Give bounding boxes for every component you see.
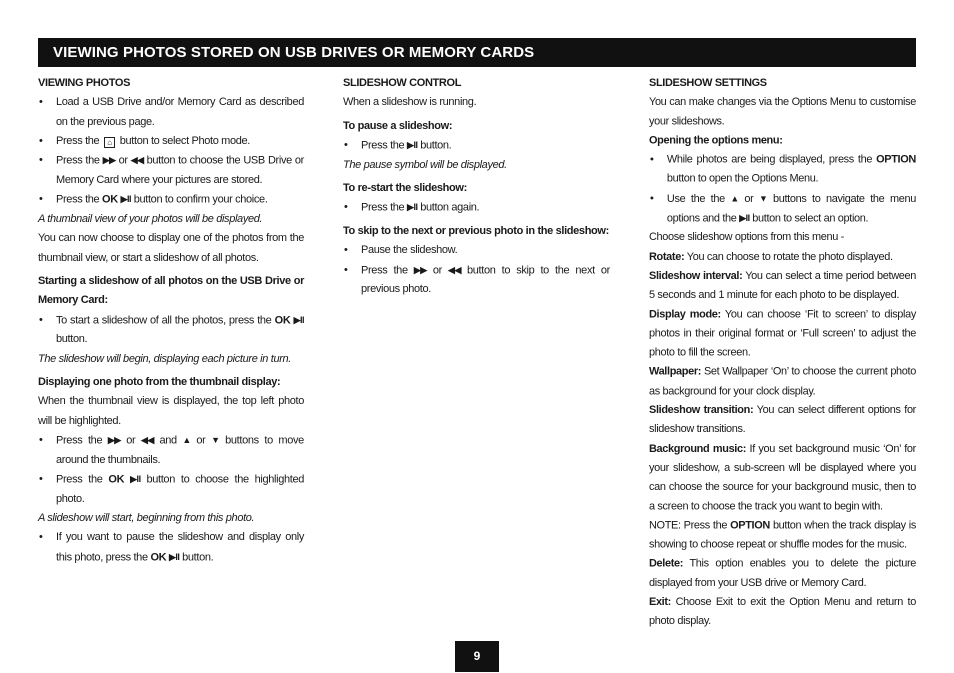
page-title: VIEWING PHOTOS STORED ON USB DRIVES OR MEMORY CARDS [38, 38, 916, 67]
fast-forward-icon: ▶▶ [413, 264, 427, 275]
list-item: • Press the ▶▶ or ◀◀ button to choose the USB Drive or Memory Card where your pictures are stored. [38, 151, 304, 190]
list-item: • Press the OK ▶II button to confirm your choice. [38, 190, 304, 210]
list-item: • Pause the slideshow. [343, 241, 610, 260]
subheading-skip: To skip to the next or previous photo in the slideshow: [343, 225, 609, 238]
list-item: • To start a slideshow of all the photos, press the OK ▶II button. [38, 311, 304, 350]
option-background-music: Background music: If you set background music ‘On’ for your slideshow, a sub-screen wll be displayed where you can choose the source for your background music, then to a screen to choose the track you want to begin with. [649, 442, 916, 513]
rewind-icon: ◀◀ [448, 264, 461, 275]
option-slideshow-transition: Slideshow transition: You can select different options for slideshow transitions. [649, 404, 916, 436]
note-option-button: NOTE: Press the OPTION button when the track display is showing to choose repeat or shuffle modes for the music. [649, 519, 916, 551]
play-pause-icon: ▶II [168, 551, 180, 562]
down-arrow-icon: ▼ [211, 434, 220, 445]
option-wallpaper: Wallpaper: Set Wallpaper ‘On’ to choose the current photo as background for your clock display. [649, 365, 916, 398]
option-delete: Delete: This option enables you to delete the picture displayed from your USB drive or Memory Card. [649, 557, 916, 589]
subheading-pause: To pause a slideshow: [343, 119, 453, 132]
subheading-options-menu: Opening the options menu: [649, 134, 783, 147]
fast-forward-icon: ▶▶ [102, 155, 116, 166]
paragraph: You can make changes via the Options Menu to customise your slideshows. [649, 96, 916, 128]
paragraph: When a slideshow is running. [343, 96, 477, 109]
list-item: • Load a USB Drive and/or Memory Card as described on the previous page. [38, 93, 304, 132]
up-arrow-icon: ▲ [730, 193, 739, 204]
option-slideshow-interval: Slideshow interval: You can select a time period between 5 seconds and 1 minute for each photo to be displayed. [649, 269, 916, 302]
list-item: • While photos are being displayed, press the OPTION button to open the Options Menu. [649, 151, 916, 189]
list-item: • Press the ▶II button. [343, 136, 610, 156]
section-heading-slideshow-control: SLIDESHOW CONTROL [343, 77, 462, 89]
column-slideshow-control [343, 74, 610, 300]
photo-mode-icon: ⌂ [104, 137, 115, 148]
fast-forward-icon: ▶▶ [107, 434, 121, 445]
note-slideshow-start: A slideshow will start, beginning from this photo. [38, 512, 255, 525]
paragraph: When the thumbnail view is displayed, the top left photo will be highlighted. [38, 395, 304, 427]
column-slideshow-settings [649, 74, 916, 632]
up-arrow-icon: ▲ [182, 434, 191, 445]
list-item: • Press the ⌂ button to select Photo mode. [38, 132, 304, 151]
play-pause-icon: ▶II [130, 473, 141, 484]
list-item: • Press the OK ▶II button to choose the highlighted photo. [38, 470, 304, 509]
option-rotate: Rotate: You can choose to rotate the photo displayed. [649, 250, 893, 263]
list-item: • Press the ▶▶ or ◀◀ button to skip to the next or previous photo. [343, 261, 610, 300]
paragraph: Choose slideshow options from this menu - [649, 231, 844, 244]
section-heading-slideshow-settings: SLIDESHOW SETTINGS [649, 76, 767, 89]
subheading-restart: To re-start the slideshow: [343, 181, 467, 194]
rewind-icon: ◀◀ [130, 155, 144, 166]
page-number: 9 [455, 641, 499, 672]
rewind-icon: ◀◀ [140, 434, 154, 445]
note-thumbnail: A thumbnail view of your photos will be displayed. [38, 213, 263, 226]
play-pause-icon: ▶II [120, 194, 132, 205]
play-pause-icon: ▶II [293, 314, 305, 325]
viewing-steps-list [38, 93, 304, 210]
list-item: • Use the the ▲ or ▼ buttons to navigate the menu options and the ▶II button to select an option. [649, 189, 916, 228]
subheading-display-one-photo: Displaying one photo from the thumbnail display: [38, 375, 281, 388]
section-heading-viewing-photos: VIEWING PHOTOS [38, 77, 131, 89]
list-item: • Press the ▶▶ or ◀◀ and ▲ or ▼ buttons to move around the thumbnails. [38, 431, 304, 470]
paragraph: You can now choose to display one of the photos from the thumbnail view, or start a slideshow of all photos. [38, 232, 304, 264]
note-slideshow-begin: The slideshow will begin, displaying each picture in turn. [38, 352, 292, 365]
play-pause-icon: ▶II [407, 202, 418, 213]
option-display-mode: Display mode: You can choose ‘Fit to screen’ to display photos in their original format or ‘Full screen’ to adjust the photo to fill the screen. [649, 308, 917, 359]
list-item: • Press the ▶II button again. [343, 198, 610, 218]
column-viewing-photos [38, 74, 304, 567]
option-exit: Exit: Choose Exit to exit the Option Menu and return to photo display. [649, 596, 916, 628]
play-pause-icon: ▶II [407, 139, 418, 150]
play-pause-icon: ▶II [739, 212, 750, 223]
note-pause-symbol: The pause symbol will be displayed. [343, 158, 507, 171]
subheading-start-slideshow: Starting a slideshow of all photos on the USB Drive or Memory Card: [38, 274, 304, 307]
down-arrow-icon: ▼ [759, 193, 768, 204]
list-item: • If you want to pause the slideshow and display only this photo, press the OK ▶II button. [38, 528, 304, 567]
